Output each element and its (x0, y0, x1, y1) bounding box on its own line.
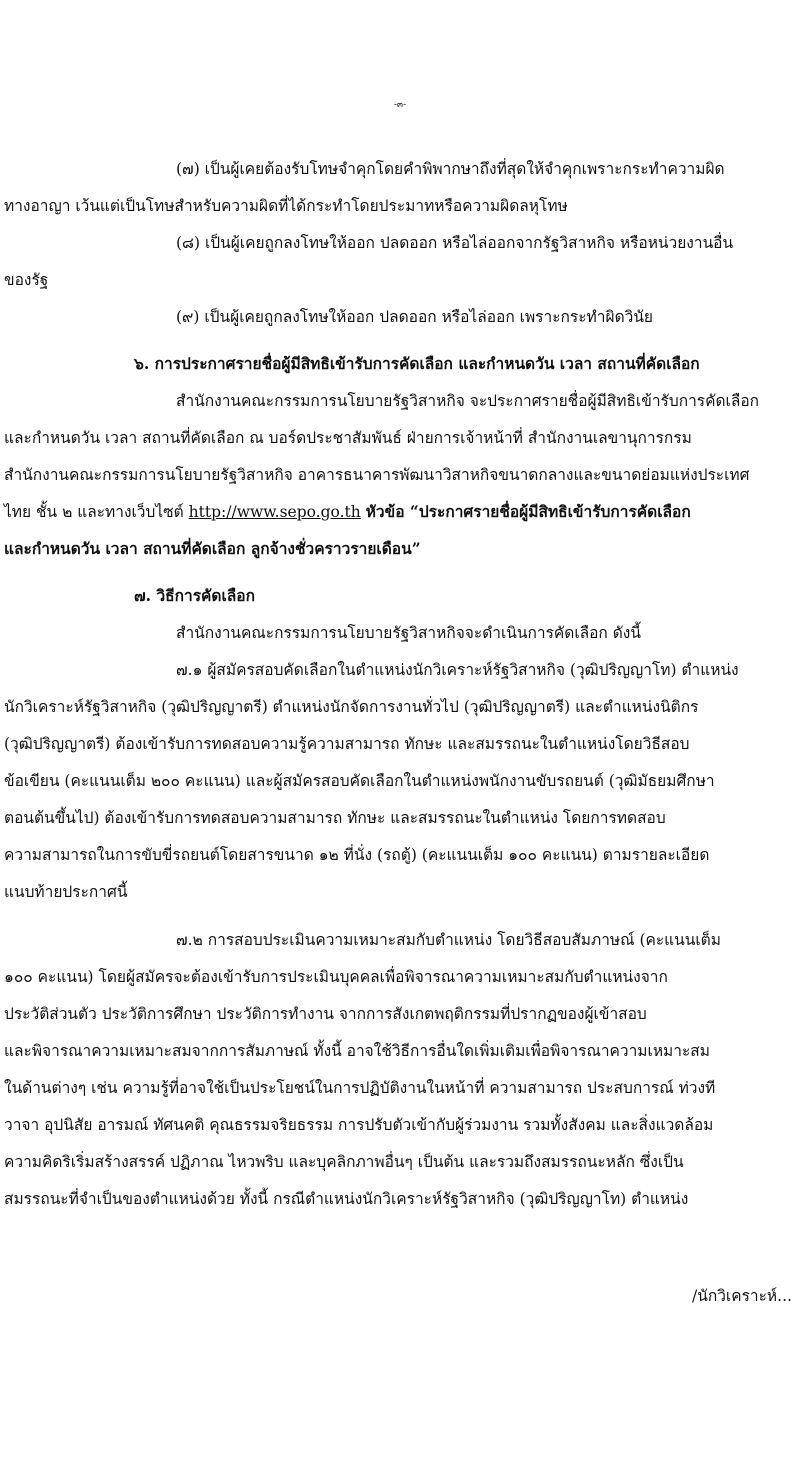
paragraph-text: ไทย ชั้น ๒ และทางเว็บไซต์ (4, 503, 184, 521)
paragraph-line: สำนักงานคณะกรรมการนโยบายรัฐวิสาหกิจ อาคารธนาคารพัฒนาวิสาหกิจขนาดกลางและขนาดย่อมแห่งประเทศ (4, 466, 750, 484)
paragraph-line: สำนักงานคณะกรรมการนโยบายรัฐวิสาหกิจจะดำเนินการคัดเลือก ดังนี้ (176, 624, 641, 642)
paragraph-line: ของรัฐ (4, 271, 49, 289)
paragraph-line: (วุฒิปริญญาตรี) ต้องเข้ารับการทดสอบความรู้ความสามารถ ทักษะ และสมรรถนะในตำแหน่งโดยวิธีสอบ (4, 735, 690, 753)
paragraph-line: นักวิเคราะห์รัฐวิสาหกิจ (วุฒิปริญญาตรี) ตำแหน่งนักจัดการงานทั่วไป (วุฒิปริญญาตรี) และตำแหน่งนิติกร (4, 698, 699, 716)
paragraph-line: ๗.๑ ผู้สมัครสอบคัดเลือกในตำแหน่งนักวิเคราะห์รัฐวิสาหกิจ (วุฒิปริญญาโท) ตำแหน่ง (176, 661, 739, 679)
paragraph-line: (๗) เป็นผู้เคยต้องรับโทษจำคุกโดยคำพิพากษาถึงที่สุดให้จำคุกเพราะกระทำความผิด (176, 160, 725, 178)
paragraph-line: ๑๐๐ คะแนน) โดยผู้สมัครจะต้องเข้ารับการประเมินบุคคลเพื่อพิจารณาความเหมาะสมกับตำแหน่งจาก (4, 968, 668, 986)
paragraph-line: ความคิดริเริ่มสร้างสรรค์ ปฏิภาณ ไหวพริบ และบุคลิกภาพอื่นๆ เป็นต้น และรวมถึงสมรรถนะหลัก ซึ่งเป็น (4, 1153, 684, 1171)
paragraph-line: (๙) เป็นผู้เคยถูกลงโทษให้ออก ปลดออก หรือไล่ออก เพราะกระทำผิดวินัย (176, 308, 654, 326)
paragraph-text-bold: หัวข้อ “ประกาศรายชื่อผู้มีสิทธิเข้ารับการคัดเลือก (365, 502, 691, 521)
paragraph-line: ๗.๒ การสอบประเมินความเหมาะสมกับตำแหน่ง โดยวิธีสอบสัมภาษณ์ (คะแนนเต็ม (176, 931, 721, 949)
paragraph-line: ความสามารถในการขับขี่รถยนต์โดยสารขนาด ๑๒ ที่นั่ง (รถตู้) (คะแนนเต็ม ๑๐๐ คะแนน) ตามรายละเอียด (4, 846, 710, 864)
section-heading-7: ๗. วิธีการคัดเลือก (134, 586, 255, 605)
sepo-website-link[interactable]: http://www.sepo.go.th (188, 503, 361, 521)
paragraph-line-bold: และกำหนดวัน เวลา สถานที่คัดเลือก ลูกจ้างชั่วคราวรายเดือน” (4, 539, 421, 558)
paragraph-line: และกำหนดวัน เวลา สถานที่คัดเลือก ณ บอร์ดประชาสัมพันธ์ ฝ่ายการเจ้าหน้าที่ สำนักงานเลขานุการกรม (4, 429, 692, 447)
section-heading-6: ๖. การประกาศรายชื่อผู้มีสิทธิเข้ารับการคัดเลือก และกำหนดวัน เวลา สถานที่คัดเลือก (134, 354, 700, 373)
paragraph-line: วาจา อุปนิสัย อารมณ์ ทัศนคติ คุณธรรมจริยธรรม การปรับตัวเข้ากับผู้ร่วมงาน รวมทั้งสังคม และสิ่งแวดล้อม (4, 1116, 714, 1134)
continuation-footer: /นักวิเคราะห์... (692, 1287, 792, 1305)
page-number: -๓- (393, 100, 407, 110)
paragraph-line: ในด้านต่างๆ เช่น ความรู้ที่อาจใช้เป็นประโยชน์ในการปฏิบัติงานในหน้าที่ ความสามารถ ประสบการณ์ ท่วงที (4, 1079, 716, 1097)
paragraph-line: ข้อเขียน (คะแนนเต็ม ๒๐๐ คะแนน) และผู้สมัครสอบคัดเลือกในตำแหน่งพนักงานขับรถยนต์ (วุฒิมัธยมศึกษา (4, 772, 715, 790)
paragraph-line: แนบท้ายประกาศนี้ (4, 883, 128, 901)
paragraph-line: ทางอาญา เว้นแต่เป็นโทษสำหรับความผิดที่ได้กระทำโดยประมาทหรือความผิดลหุโทษ (4, 197, 568, 215)
paragraph-line-with-link (4, 500, 691, 524)
paragraph-line: ตอนต้นขึ้นไป) ต้องเข้ารับการทดสอบความสามารถ ทักษะ และสมรรถนะในตำแหน่ง โดยการทดสอบ (4, 809, 666, 827)
paragraph-line: สมรรถนะที่จำเป็นของตำแหน่งด้วย ทั้งนี้ กรณีตำแหน่งนักวิเคราะห์รัฐวิสาหกิจ (วุฒิปริญญาโท) ตำแหน่ง (4, 1190, 689, 1208)
paragraph-line: สำนักงานคณะกรรมการนโยบายรัฐวิสาหกิจ จะประกาศรายชื่อผู้มีสิทธิเข้ารับการคัดเลือก (176, 392, 760, 410)
paragraph-line: (๘) เป็นผู้เคยถูกลงโทษให้ออก ปลดออก หรือไล่ออกจากรัฐวิสาหกิจ หรือหน่วยงานอื่น (176, 234, 734, 252)
paragraph-line: ประวัติส่วนตัว ประวัติการศึกษา ประวัติการทำงาน จากการสังเกตพฤติกรรมที่ปรากฏของผู้เข้าสอบ (4, 1005, 647, 1023)
paragraph-line: และพิจารณาความเหมาะสมจากการสัมภาษณ์ ทั้งนี้ อาจใช้วิธีการอื่นใดเพิ่มเติมเพื่อพิจารณาความเหมาะสม (4, 1042, 710, 1060)
